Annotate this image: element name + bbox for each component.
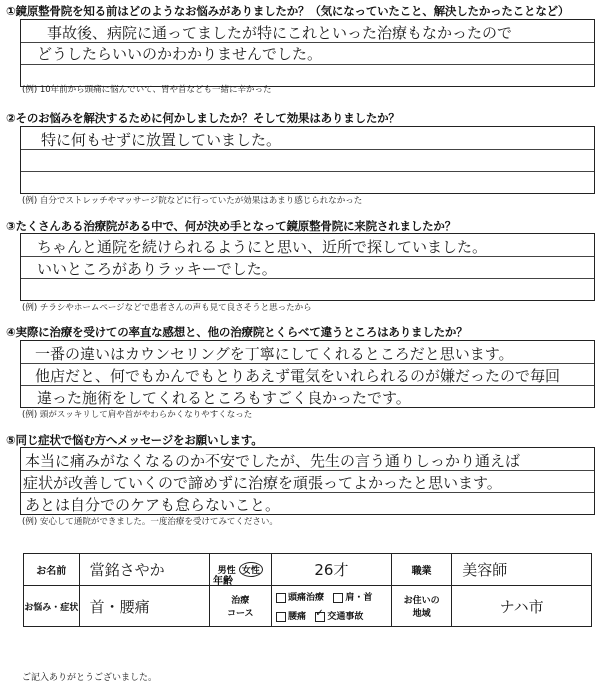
answer-4-line-1: 一番の違いはカウンセリングを丁寧にしてくれるところだと思います。 (35, 345, 514, 363)
answer-box-5 (20, 447, 595, 515)
area-value: ナハ市 (452, 586, 592, 627)
footer-thanks: ご記入ありがとうございました。 (22, 673, 158, 683)
question-5: ⑤同じ症状で悩む方へメッセージをお願いします。 (6, 433, 263, 447)
answer-4-line-2: 他店だと、何でもかんでもとりあえず電気をいれられるのが嫌だったので毎回 (35, 367, 561, 385)
area-label-line-2: 地域 (412, 609, 431, 619)
course-shoulder-checkbox[interactable] (333, 593, 343, 603)
question-4: ④実際に治療を受けての率直な感想と、他の治療院とくらべて違うところはありましたか？ (6, 325, 468, 339)
name-value: 當銘さやか (79, 554, 209, 586)
answer-1-line-1: 事故後、病院に通ってましたが特にこれといった治療もなかったので (47, 24, 513, 42)
course-back-label: 腰痛 (287, 612, 306, 622)
question-1: ①鏡原整骨院を知る前はどのようなお悩みがありましたか？（気になっていたこと、解決したかったことなど） (6, 4, 570, 18)
example-1: (例) 10年前から頭痛に悩んでいて、胃や首なども一緒に辛かった (22, 85, 272, 95)
age-label: 年齢 (213, 576, 233, 587)
job-label: 職業 (391, 554, 451, 586)
area-label-line-1: お住いの (403, 596, 440, 606)
answer-2-line-1: 特に何もせずに放置していました。 (41, 131, 282, 149)
course-label-line-2: コース (226, 609, 254, 619)
answer-box-3 (20, 233, 595, 301)
answer-5-line-1: 本当に痛みがなくなるのか不安でしたが、先生の言う通りしっかり通えば (25, 452, 521, 470)
course-label-line-1: 治療 (231, 596, 250, 606)
age-value: 26才 (271, 554, 391, 586)
name-label: お名前 (24, 554, 80, 586)
complaint-value: 首・腰痛 (79, 586, 209, 627)
job-value: 美容師 (452, 554, 592, 586)
area-label (391, 586, 451, 627)
answer-4-line-3: 違った施術をしてくれるところもすごく良かったです。 (37, 389, 411, 407)
example-4: (例) 頭がスッキリして肩や首がやわらかくなりやすくなった (22, 410, 253, 420)
example-3: (例) チラシやホームページなどで患者さんの声も見て良さそうと思ったから (22, 303, 312, 313)
answer-1-line-2: どうしたらいいのかわかりませんでした。 (37, 45, 323, 63)
answer-5-line-2: 症状が改善していくので諦めずに治療を頑張ってよかったと思います。 (23, 474, 502, 492)
course-shoulder-label: 肩・首 (345, 593, 373, 603)
answer-box-2 (20, 126, 595, 194)
question-3: ③たくさんある治療院がある中で、何が決め手となって鏡原整骨院に来院されましたか？ (6, 219, 457, 233)
answer-box-1 (20, 19, 595, 87)
answer-box-4 (20, 340, 595, 408)
course-label (209, 586, 271, 627)
gender-female: 女性 (239, 562, 263, 577)
question-2: ②そのお悩みを解決するために何かしましたか？そして効果はありましたか？ (6, 111, 400, 125)
complaint-label: お悩み・症状 (24, 586, 80, 627)
answer-5-line-3: あとは自分でのケアも怠らないこと。 (25, 496, 281, 514)
gender-male: 男性 (217, 566, 236, 576)
course-traffic-label: 交通事故 (327, 612, 364, 622)
answer-3-line-2: いいところがありラッキーでした。 (37, 260, 277, 278)
example-2: (例) 自分でストレッチやマッサージ院などに行っていたが効果はあまり感じられなかった (22, 196, 363, 206)
course-headache-label: 頭痛治療 (287, 593, 324, 603)
course-options (271, 586, 391, 627)
course-back-checkbox[interactable] (276, 612, 286, 622)
example-5: (例) 安心して通院ができました。一度治療を受けてみてください。 (22, 517, 278, 527)
answer-3-line-1: ちゃんと通院を続けられるようにと思い、近所で探していました。 (37, 238, 488, 256)
course-headache-checkbox[interactable] (276, 593, 286, 603)
patient-info-table (23, 553, 592, 627)
course-traffic-checkbox[interactable] (315, 612, 325, 622)
